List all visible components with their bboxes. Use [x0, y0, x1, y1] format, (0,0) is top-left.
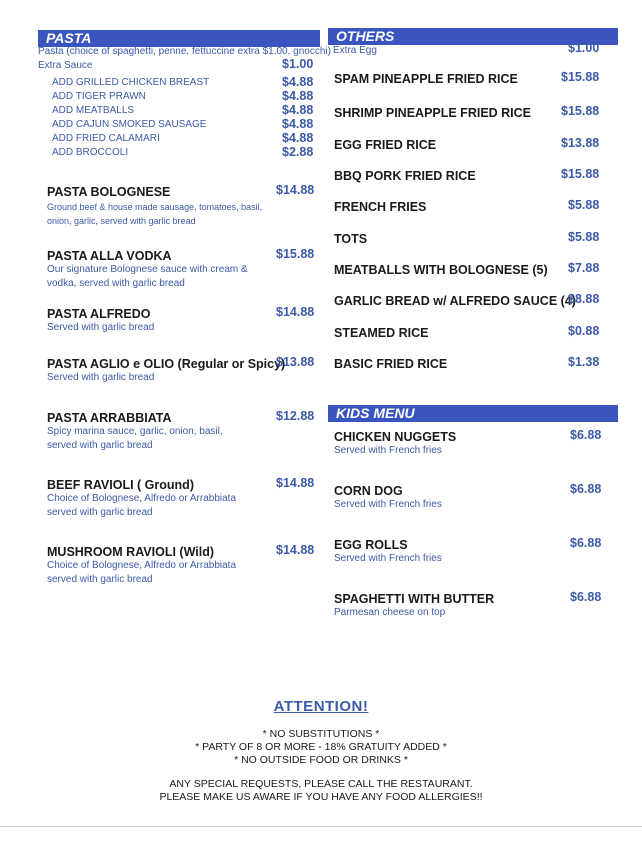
menu-item-price: $1.38 [568, 355, 600, 369]
addon-price: $4.88 [282, 75, 314, 89]
menu-item-name: CORN DOG [334, 484, 403, 498]
extra-sauce-label: Extra Sauce [38, 60, 93, 71]
pasta-header: PASTA [46, 30, 92, 46]
menu-item-price: $14.88 [276, 305, 315, 319]
menu-item-desc: Served with garlic bread [47, 372, 155, 383]
menu-item-name: FRENCH FRIES [334, 200, 427, 214]
request-line: PLEASE MAKE US AWARE IF YOU HAVE ANY FOOD ALLERGIES!! [159, 791, 483, 803]
menu-item-name: PASTA ALFREDO [47, 307, 151, 321]
menu-item-name: BASIC FRIED RICE [334, 357, 448, 371]
menu-item-price: $15.88 [561, 104, 600, 118]
menu-item-desc: Ground beef & house made sausage, tomatoes, basil, onion, garlic, served with garlic bread [47, 202, 263, 226]
menu-item-name: PASTA ALLA VODKA [47, 249, 172, 263]
menu-item-name: SHRIMP PINEAPPLE FRIED RICE [334, 106, 532, 120]
menu-item-name: PASTA BOLOGNESE [47, 185, 171, 199]
menu-item-name: EGG FRIED RICE [334, 138, 437, 152]
menu-item-name: TOTS [334, 232, 368, 246]
addon-price: $2.88 [282, 145, 314, 159]
menu-item-name: STEAMED RICE [334, 326, 429, 340]
menu-item-desc: Our signature Bolognese sauce with cream & vodka, served with garlic bread [47, 264, 248, 289]
menu-item-name: BEEF RAVIOLI ( Ground) [47, 478, 194, 492]
menu-item-price: $15.88 [276, 247, 315, 261]
menu-item-price: $13.88 [276, 355, 315, 369]
menu-item-price: $15.88 [561, 70, 600, 84]
menu-item-name: PASTA AGLIO e OLIO (Regular or Spicy) [47, 357, 286, 371]
pasta-intro: Pasta (choice of spaghetti, penne, fettuccine extra $1.00, gnocchi) [38, 46, 331, 57]
menu-item-desc: Parmesan cheese on top [334, 607, 446, 618]
menu-item-desc: Served with French fries [334, 445, 442, 456]
extra-sauce-price: $1.00 [282, 57, 314, 71]
menu-item-price: $6.88 [570, 428, 602, 442]
menu-item-price: $14.88 [276, 543, 315, 557]
menu-item-desc: Served with French fries [334, 553, 442, 564]
menu-item-desc: Spicy marina sauce, garlic, onion, basil, served with garlic bread [47, 426, 223, 451]
menu-item-price: $5.88 [568, 230, 600, 244]
menu-item-price: $12.88 [276, 409, 315, 423]
others-header: OTHERS [336, 28, 395, 44]
menu-item-desc: Served with garlic bread [47, 322, 155, 333]
menu-item-name: EGG ROLLS [334, 538, 408, 552]
menu-item-price: $6.88 [570, 482, 602, 496]
menu-item-price: $0.88 [568, 324, 600, 338]
extra-egg-label: Extra Egg [333, 45, 377, 56]
menu-item-name: SPAGHETTI WITH BUTTER [334, 592, 495, 606]
menu-item-price: $6.88 [570, 590, 602, 604]
menu-item-name: MEATBALLS WITH BOLOGNESE (5) [334, 263, 548, 277]
menu-item-desc: Served with French fries [334, 499, 442, 510]
pasta-header-bar [38, 30, 320, 47]
menu-item-price: $14.88 [276, 476, 315, 490]
addon-label: ADD GRILLED CHICKEN BREAST [52, 77, 210, 88]
addon-label: ADD TIGER PRAWN [52, 91, 146, 102]
notice-line: * NO OUTSIDE FOOD OR DRINKS * [234, 754, 408, 766]
addon-price: $4.88 [282, 131, 314, 145]
menu-item-price: $5.88 [568, 198, 600, 212]
menu-item-price: $8.88 [568, 292, 600, 306]
menu-item-name: GARLIC BREAD w/ ALFREDO SAUCE (4) [334, 294, 576, 308]
addon-price: $4.88 [282, 103, 314, 117]
notice-line: * PARTY OF 8 OR MORE - 18% GRATUITY ADDED * [195, 741, 447, 753]
addon-price: $4.88 [282, 117, 314, 131]
attention-title: ATTENTION! [273, 698, 369, 715]
menu-item-desc: Choice of Bolognese, Alfredo or Arrabbiata served with garlic bread [47, 493, 237, 518]
kids-header-bar [328, 405, 618, 422]
menu-item-name: CHICKEN NUGGETS [334, 430, 457, 444]
kids-header: KIDS MENU [336, 405, 415, 421]
menu-item-price: $14.88 [276, 183, 315, 197]
page-bottom-divider [0, 826, 642, 827]
menu-item-name: PASTA ARRABBIATA [47, 411, 172, 425]
addon-label: ADD MEATBALLS [52, 105, 135, 116]
addon-price: $4.88 [282, 89, 314, 103]
menu-item-price: $6.88 [570, 536, 602, 550]
menu-item-name: BBQ PORK FRIED RICE [334, 169, 476, 183]
addon-label: ADD BROCCOLI [52, 147, 129, 158]
extra-egg-price: $1.00 [568, 41, 600, 55]
notice-line: * NO SUBSTITUTIONS * [262, 728, 380, 740]
menu-item-price: $15.88 [561, 167, 600, 181]
menu-item-name: MUSHROOM RAVIOLI (Wild) [47, 545, 214, 559]
menu-item-desc: Choice of Bolognese, Alfredo or Arrabbiata served with garlic bread [47, 560, 237, 585]
addon-label: ADD CAJUN SMOKED SAUSAGE [52, 119, 207, 130]
addon-label: ADD FRIED CALAMARI [52, 133, 160, 144]
menu-item-price: $13.88 [561, 136, 600, 150]
menu-item-name: SPAM PINEAPPLE FRIED RICE [334, 72, 518, 86]
request-line: ANY SPECIAL REQUESTS, PLEASE CALL THE RESTAURANT. [169, 778, 473, 790]
menu-item-price: $7.88 [568, 261, 600, 275]
